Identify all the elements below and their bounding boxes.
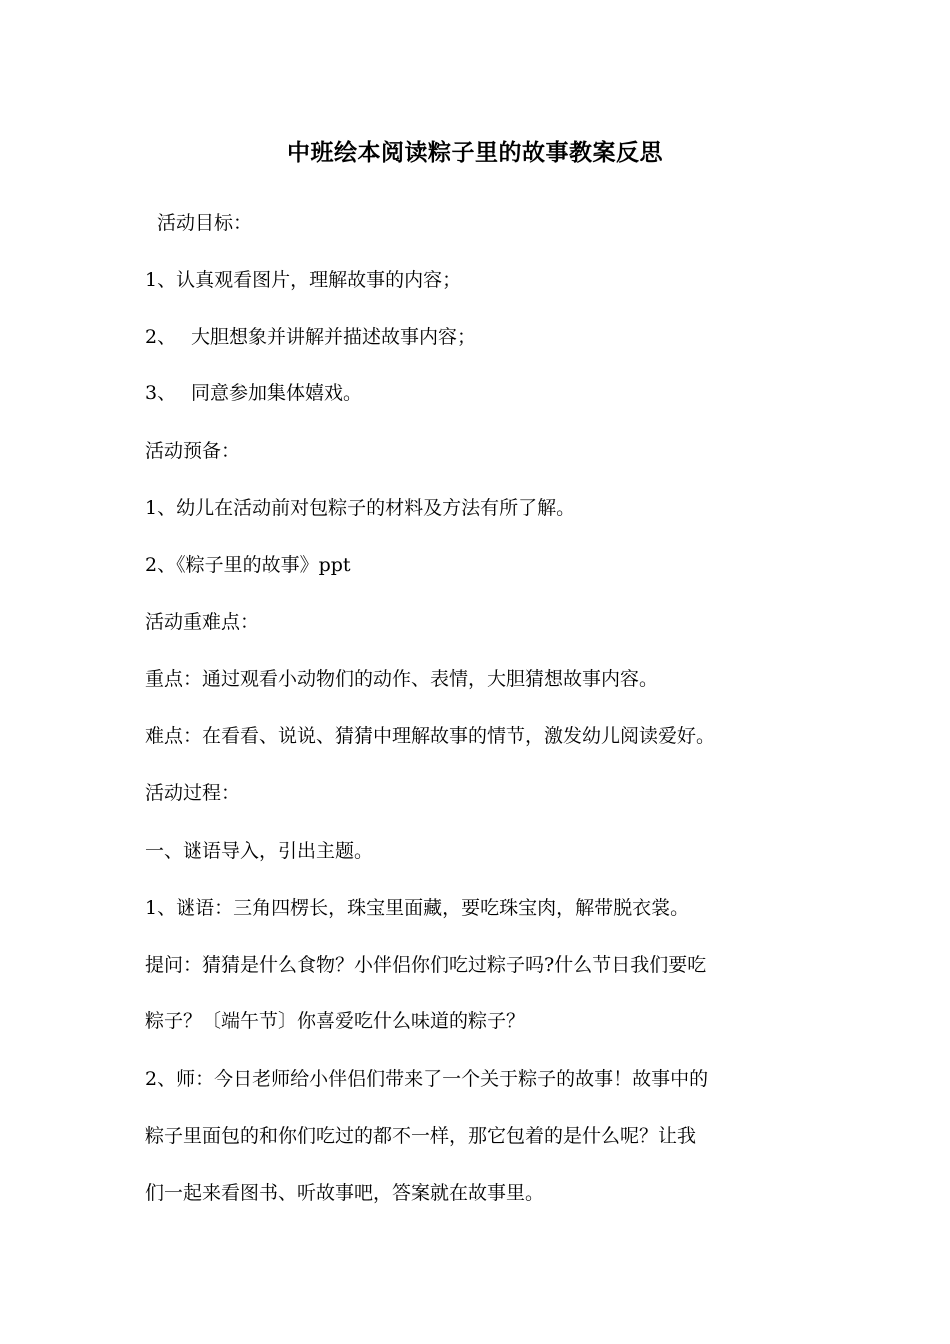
goal-item-3: [145, 373, 825, 413]
process-step-1: 一、谜语导入，引出主题。: [145, 840, 374, 862]
goal-item-2: [145, 317, 825, 357]
teacher-line-2: 粽子里面包的和你们吃过的都不一样，那它包着的是什么呢？让我: [145, 1125, 697, 1147]
key-point: 重点：通过观看小动物们的动作、表情，大胆猜想故事内容。: [145, 668, 659, 690]
goal-item-2-number: 2、: [145, 326, 177, 348]
difficult-point: 难点：在看看、说说、猜猜中理解故事的情节，激发幼儿阅读爱好。: [145, 725, 716, 747]
goal-item-3-text: 同意参加集体嬉戏。: [191, 382, 363, 404]
question-line-1: 提问：猜猜是什么食物？小伴侣你们吃过粽子吗?什么节日我们要吃: [145, 954, 707, 976]
preparation-item-1: 1、幼儿在活动前对包粽子的材料及方法有所了解。: [145, 497, 576, 519]
teacher-line-3: 们一起来看图书、听故事吧，答案就在故事里。: [145, 1182, 545, 1204]
goal-item-3-number: 3、: [145, 382, 177, 404]
goal-item-2-text: 大胆想象并讲解并描述故事内容；: [191, 326, 477, 348]
riddle-line: 1、谜语：三角四楞长，珠宝里面藏，要吃珠宝肉，解带脱衣裳。: [145, 897, 690, 919]
section-heading-preparation: 活动预备：: [145, 440, 241, 462]
question-line-2: 粽子？〔端午节〕你喜爱吃什么味道的粽子？: [145, 1010, 526, 1032]
goal-item-1: 1、认真观看图片，理解故事的内容；: [145, 269, 462, 291]
section-heading-goals: 活动目标：: [157, 212, 253, 234]
document-title: 中班绘本阅读粽子里的故事教案反思: [287, 139, 663, 166]
section-heading-key-points: 活动重难点：: [145, 611, 260, 633]
teacher-line-1: 2、师：今日老师给小伴侣们带来了一个关于粽子的故事！故事中的: [145, 1068, 709, 1090]
section-heading-process: 活动过程：: [145, 782, 241, 804]
preparation-item-2: 2、《粽子里的故事》ppt: [145, 554, 351, 576]
